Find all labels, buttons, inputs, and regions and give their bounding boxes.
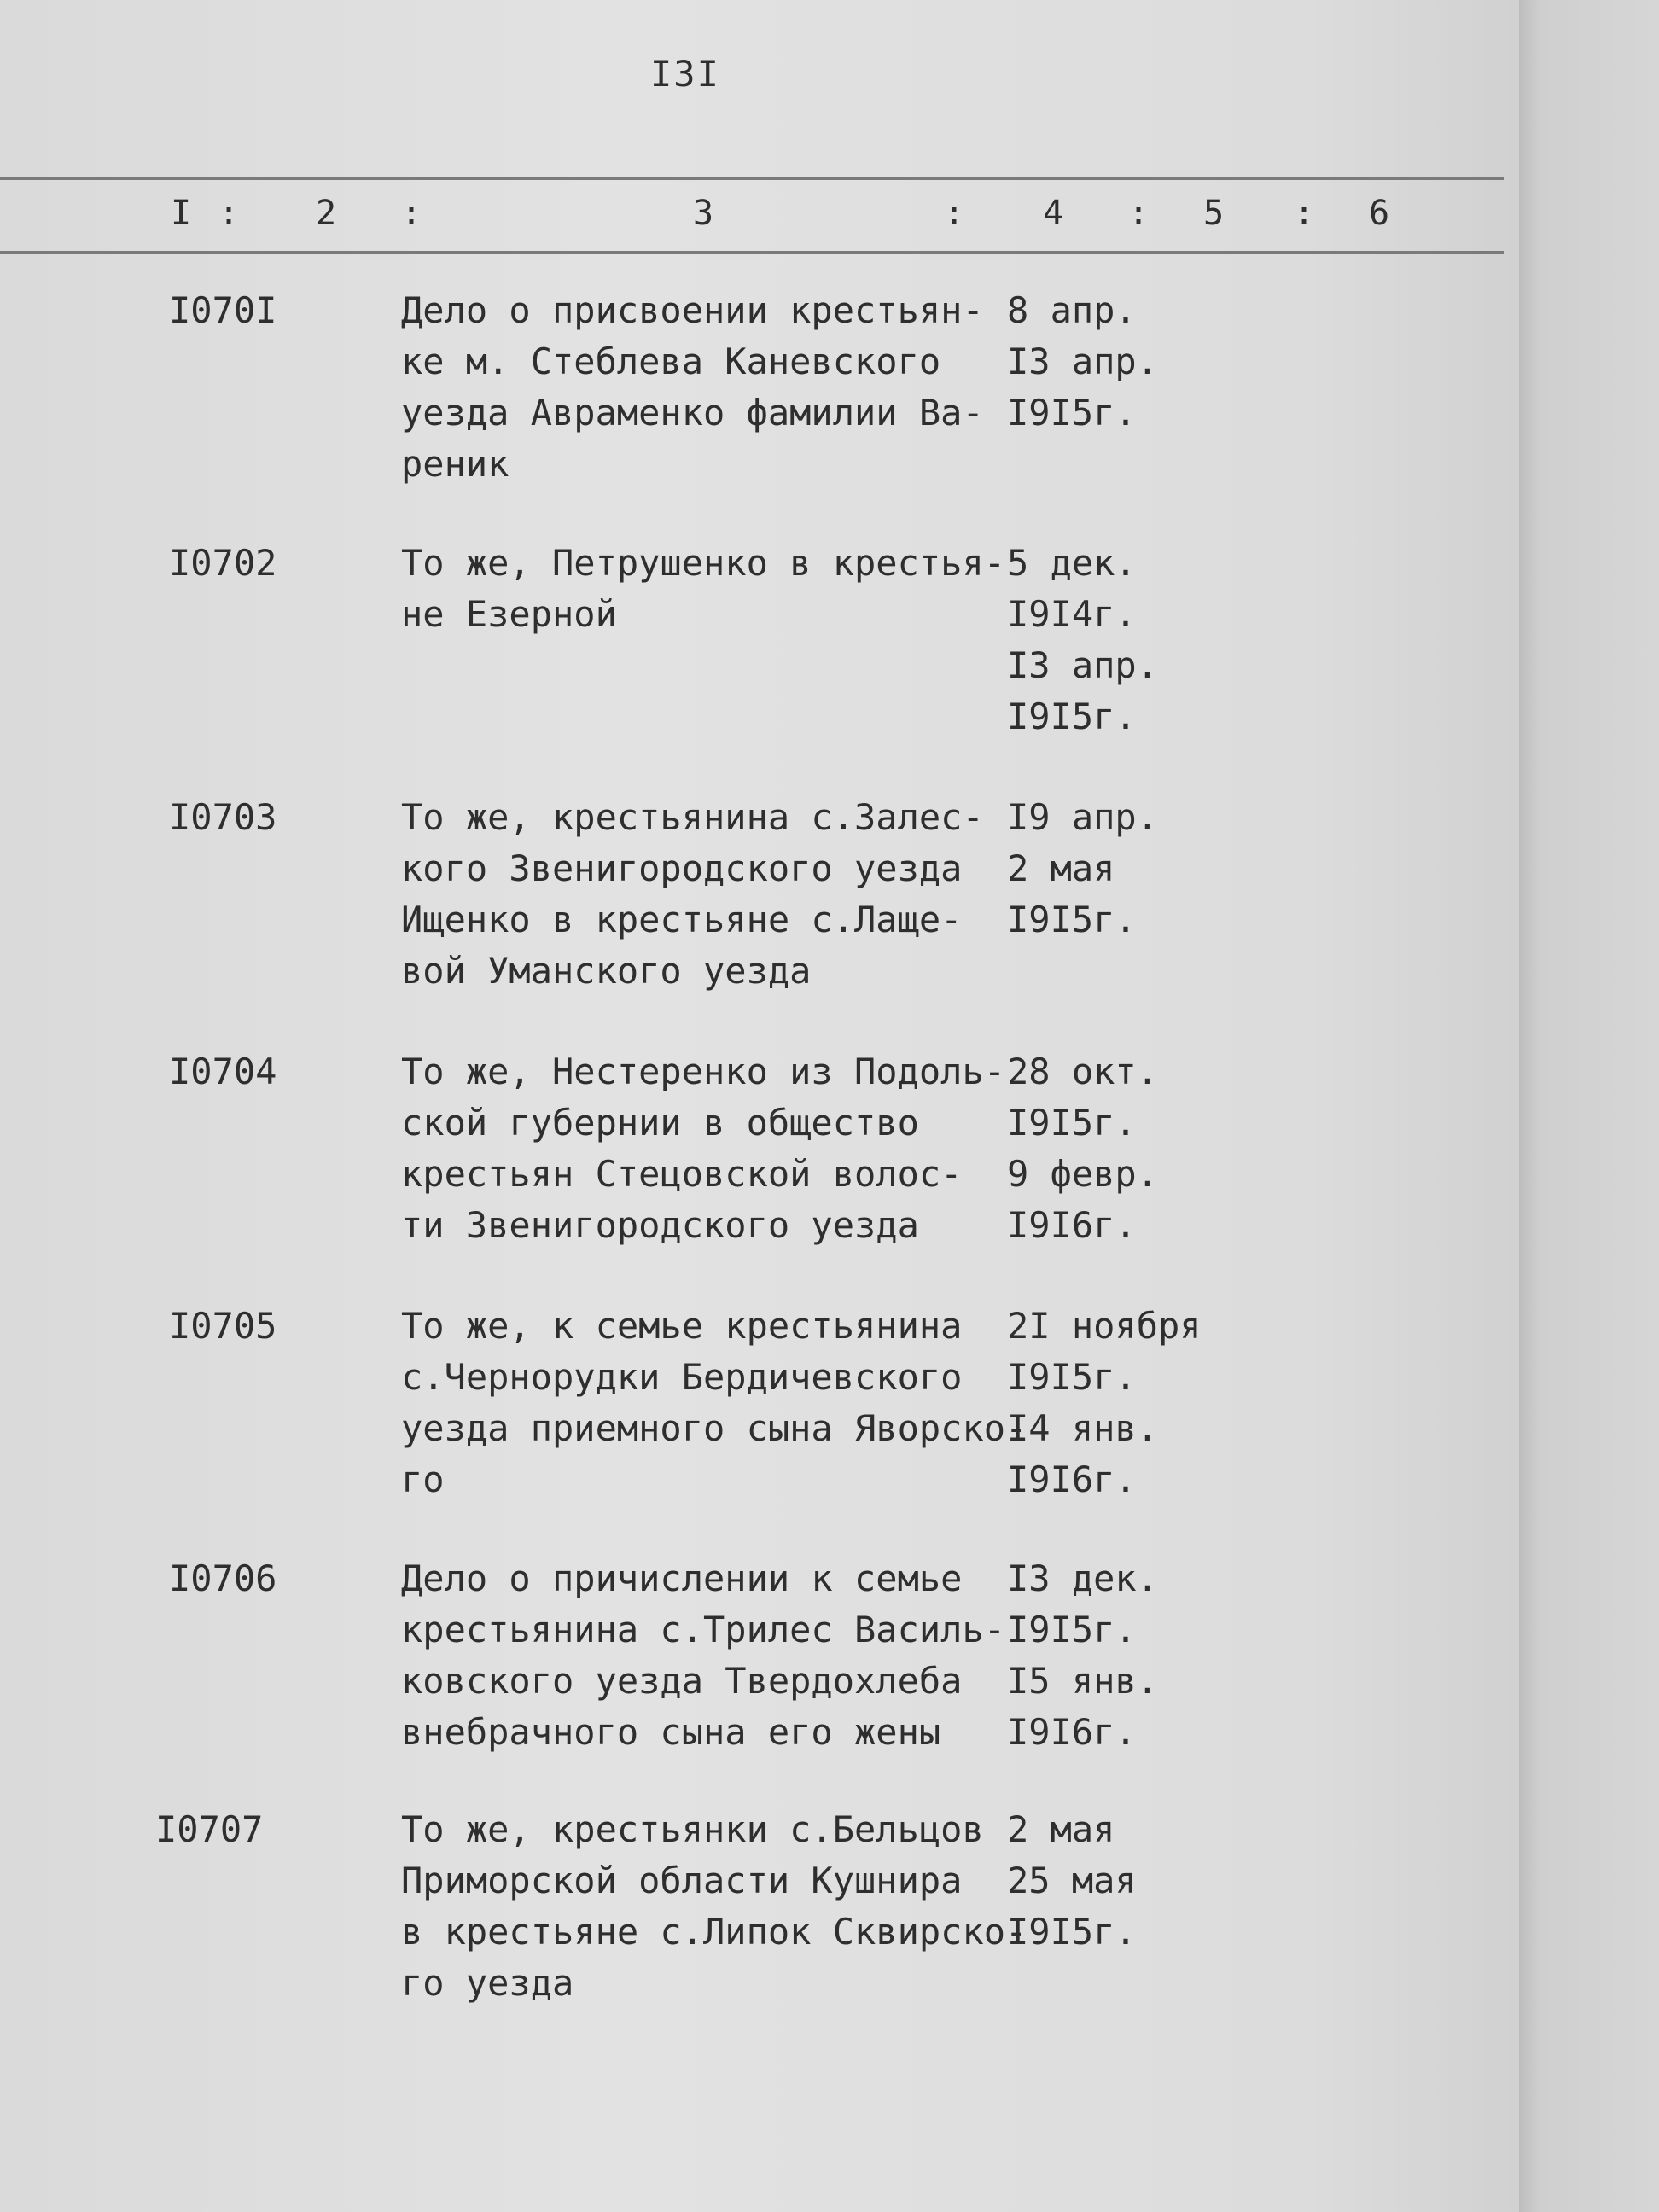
- date-line: I9I5г.: [1007, 899, 1137, 940]
- record-number: I0705: [169, 1305, 277, 1347]
- description-line: То же, крестьянина с.Залес-: [401, 796, 984, 838]
- description-line: ковского уезда Твердохлеба: [401, 1660, 963, 1702]
- description-line: То же, Петрушенко в крестья-: [401, 542, 1006, 584]
- date-line: 5 дек.: [1007, 542, 1137, 584]
- column-header-3: 3: [693, 194, 714, 233]
- date-line: I9I5г.: [1007, 1102, 1137, 1144]
- header-rule-bottom: [0, 251, 1504, 254]
- description-line: вой Уманского уезда: [401, 950, 812, 992]
- description-line: То же, к семье крестьянина: [401, 1305, 963, 1347]
- date-line: I3 апр.: [1007, 341, 1159, 382]
- date-line: I9I6г.: [1007, 1458, 1137, 1500]
- description-line: с.Чернорудки Бердичевского: [401, 1356, 963, 1398]
- record-dates: [1007, 792, 1280, 946]
- column-header-4: 4: [1043, 194, 1064, 233]
- description-line: внебрачного сына его жены: [401, 1711, 941, 1753]
- description-line: уезда приемного сына Яворско-: [401, 1407, 1027, 1449]
- description-line: крестьян Стецовской волос-: [401, 1153, 963, 1195]
- date-line: I3 апр.: [1007, 644, 1159, 686]
- description-line: реник: [401, 443, 509, 485]
- description-line: ке м. Стеблева Каневского: [401, 341, 941, 382]
- date-line: I9I6г.: [1007, 1204, 1137, 1246]
- record-number: I0707: [155, 1808, 264, 1850]
- column-separator: :: [1128, 194, 1150, 233]
- record-number: I0703: [169, 796, 277, 838]
- record-number: I0706: [169, 1557, 277, 1599]
- record-description: [401, 538, 1016, 640]
- record-number: I0704: [169, 1051, 277, 1092]
- date-line: 25 мая: [1007, 1860, 1137, 1901]
- column-separator: :: [1294, 194, 1315, 233]
- date-line: 8 апр.: [1007, 289, 1137, 331]
- date-line: 2 мая: [1007, 1808, 1115, 1850]
- date-line: I4 янв.: [1007, 1407, 1159, 1449]
- date-line: I9I4г.: [1007, 593, 1137, 635]
- record-dates: [1007, 285, 1280, 439]
- record-description: [401, 1301, 1027, 1505]
- description-line: Ищенко в крестьяне с.Лаще-: [401, 899, 963, 940]
- record-description: [401, 285, 1016, 490]
- date-line: I3 дек.: [1007, 1557, 1159, 1599]
- description-line: Дело о присвоении крестьян-: [401, 289, 984, 331]
- description-line: не Езерной: [401, 593, 617, 635]
- record-description: [401, 792, 1016, 997]
- date-line: I9I5г.: [1007, 1911, 1137, 1953]
- description-line: ской губернии в общество: [401, 1102, 919, 1144]
- column-header-5: 5: [1203, 194, 1225, 233]
- record-dates: [1007, 1301, 1280, 1505]
- date-line: I5 янв.: [1007, 1660, 1159, 1702]
- date-line: I9I5г.: [1007, 696, 1137, 737]
- date-line: I9I5г.: [1007, 1609, 1137, 1650]
- column-separator: :: [401, 194, 422, 233]
- date-line: I9 апр.: [1007, 796, 1159, 838]
- description-line: Дело о причислении к семье: [401, 1557, 963, 1599]
- description-line: ти Звенигородского уезда: [401, 1204, 919, 1246]
- date-line: 2 мая: [1007, 847, 1115, 889]
- page-number: I3I: [650, 53, 720, 95]
- description-line: То же, Нестеренко из Подоль-: [401, 1051, 1006, 1092]
- date-line: 9 февр.: [1007, 1153, 1159, 1195]
- column-header-2: 2: [316, 194, 337, 233]
- description-line: уезда Авраменко фамилии Ва-: [401, 392, 984, 434]
- header-rule-top: [0, 177, 1504, 180]
- record-description: [401, 1046, 1016, 1251]
- date-line: I9I5г.: [1007, 1356, 1137, 1398]
- record-dates: [1007, 1046, 1280, 1251]
- column-separator: :: [218, 194, 240, 233]
- date-line: I9I6г.: [1007, 1711, 1137, 1753]
- column-separator: :: [944, 194, 965, 233]
- record-description: [401, 1553, 1016, 1758]
- record-number: I070I: [169, 289, 277, 331]
- record-number: I0702: [169, 542, 277, 584]
- description-line: в крестьяне с.Липок Сквирско-: [401, 1911, 1027, 1953]
- column-header-1: I: [171, 194, 192, 233]
- page-edge-shadow: [1519, 0, 1659, 2212]
- description-line: крестьянина с.Трилес Василь-: [401, 1609, 1006, 1650]
- record-description: [401, 1804, 1027, 2009]
- record-dates: [1007, 1553, 1280, 1758]
- date-line: I9I5г.: [1007, 392, 1137, 434]
- description-line: То же, крестьянки с.Бельцов: [401, 1808, 984, 1850]
- record-dates: [1007, 1804, 1280, 1958]
- description-line: Приморской области Кушнира: [401, 1860, 963, 1901]
- date-line: 2I ноября: [1007, 1305, 1202, 1347]
- description-line: го: [401, 1458, 445, 1500]
- column-header-6: 6: [1369, 194, 1390, 233]
- description-line: кого Звенигородского уезда: [401, 847, 963, 889]
- description-line: го уезда: [401, 1962, 574, 2004]
- date-line: 28 окт.: [1007, 1051, 1159, 1092]
- record-dates: [1007, 538, 1280, 742]
